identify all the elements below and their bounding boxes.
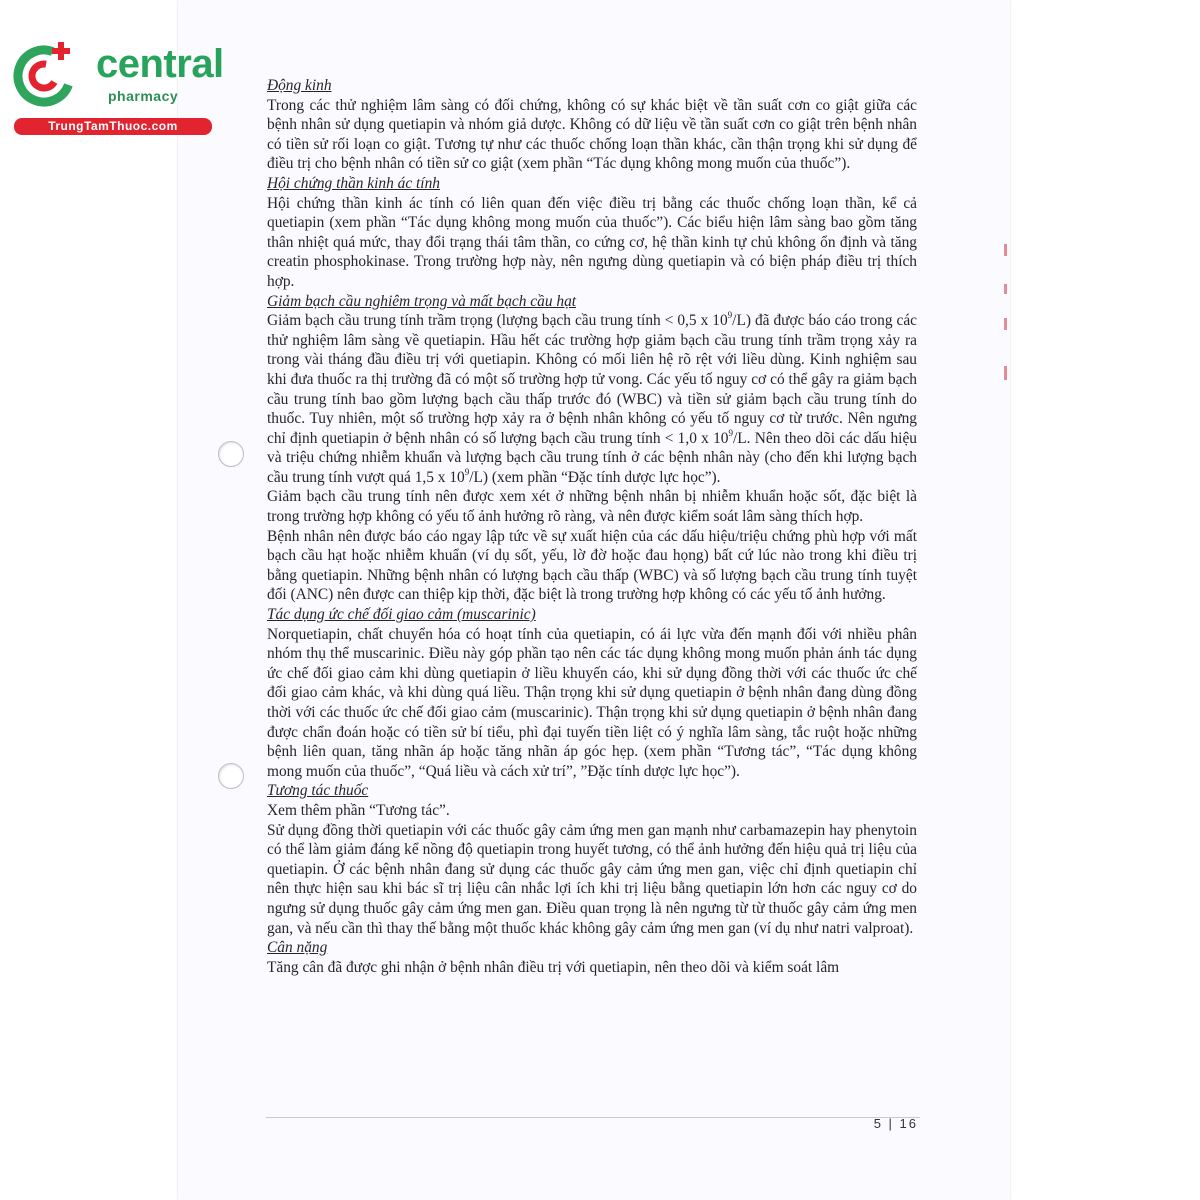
section-heading: Tương tác thuốc (267, 782, 369, 800)
paragraph: Bệnh nhân nên được báo cáo ngay lập tức về sự xuất hiện của các dấu hiệu/triệu chứng phù hợp với mất bạch cầu hạt hoặc nhiễm khuẩn (ví dụ sốt, yếu, lờ đờ hoặc đau họng) bất cứ lúc nào trong khi điều trị bằng quetiapin. Những bệnh nhân có lượng bạch cầu thấp (WBC) và số lượng bạch cầu trung tính tuyệt đối (ANC) nên được can thiệp kịp thời, đặc biệt là trong trường hợp không có các yếu tố ảnh hưởng. (267, 527, 917, 604)
superscript: 9 (728, 427, 733, 438)
section-heading: Động kinh (267, 77, 332, 94)
paragraph: Norquetiapin, chất chuyển hóa có hoạt tính của quetiapin, có ái lực vừa đến mạnh đối với nhiều phân nhóm thụ thể muscarinic. Điều này góp phần tạo nên các tác dụng không mong muốn phản ánh tác dụng ức chế đối giao cảm khi dùng quetiapin ở liều khuyến cáo, khi sử dụng đồng thời với các thuốc ức chế đối giao cảm khác, và khi dùng quá liều. Thận trọng khi sử dụng quetiapin ở bệnh nhân đang dùng đồng thời với các thuốc ức chế đối giao cảm (muscarinic). Thận trọng khi sử dụng quetiapin ở bệnh nhân đang được chẩn đoán hoặc có tiền sử bí tiểu, phì đại tuyến tiền liệt có ý nghĩa lâm sàng, tắc ruột hoặc những bệnh liên quan, tăng nhãn áp hoặc tăng nhãn áp góc hẹp. (xem phần “Tương tác”, “Tác dụng không mong muốn của thuốc”, “Quá liều và cách xử trí”, ”Đặc tính dược lực học”). (267, 625, 917, 780)
logo-url-banner: TrungTamThuoc.com (14, 118, 212, 135)
paragraph: Hội chứng thần kinh ác tính có liên quan đến việc điều trị bằng các thuốc chống loạn thần, kể cả quetiapin (xem phần “Tác dụng không mong muốn của thuốc”). Các biểu hiện lâm sàng bao gồm tăng thân nhiệt quá mức, thay đổi trạng thái tâm thần, co cứng cơ, hệ thần kinh tự chủ không ổn định và tăng creatin phosphokinase. Trong trường hợp này, nên ngưng dùng quetiapin và có biện pháp điều trị thích hợp. (267, 194, 917, 290)
paragraph: Giảm bạch cầu trung tính nên được xem xét ở những bệnh nhân bị nhiễm khuẩn hoặc sốt, đặc biệt là trong trường hợp không có yếu tố ảnh hưởng rõ ràng, và nên được kiểm soát lâm sàng thích hợp. (267, 488, 917, 526)
paragraph-text: /L) (xem phần “Đặc tính dược lực học”). (469, 468, 721, 486)
brand-logo (10, 38, 224, 138)
footer-divider (266, 1117, 920, 1118)
paragraph: Trong các thử nghiệm lâm sàng có đối chứng, không có sự khác biệt về tần suất cơn co giật giữa các bệnh nhân sử dụng quetiapin và nhóm giả dược. Không có dữ liệu về tần suất cơn co giật trên bệnh nhân có tiền sử rối loạn co giật. Tương tự như các thuốc chống loạn thần khác, cần thận trọng khi sử dụng để điều trị cho bệnh nhân có tiền sử co giật (xem phần “Tác dụng không mong muốn của thuốc”). (267, 96, 917, 173)
punch-hole-bottom (218, 763, 244, 789)
paragraph: Sử dụng đồng thời quetiapin với các thuốc gây cảm ứng men gan mạnh như carbamazepin hay phenytoin có thể làm giảm đáng kể nồng độ quetiapin trong huyết tương, có thể ảnh hưởng đến hiệu quả trị liệu của quetiapin. Ở các bệnh nhân đang sử dụng các thuốc gây cảm ứng men gan, việc chỉ định quetiapin chỉ nên thực hiện sau khi bác sĩ trị liệu cân nhắc lợi ích khi trị liệu bằng quetiapin lớn hơn các nguy cơ do ngưng sử dụng thuốc gây cảm ứng men gan. Điều quan trọng là nên ngưng từ từ thuốc gây cảm ứng men gan, và nếu cần thì thay thế bằng một thuốc khác không gây cảm ứng men gan (ví dụ như natri valproat). (267, 821, 917, 937)
logo-wordmark: central (96, 42, 224, 86)
margin-mark (1004, 244, 1007, 256)
section-heading: Cân nặng (267, 939, 328, 957)
superscript: 9 (464, 466, 470, 477)
paragraph-text: /L. Nên theo dõi các dấu hiệu và triệu chứng nhiễm khuẩn và lượng bạch cầu trung tính ở các bệnh nhân này (cho đến khi lượng bạch cầu trung tính vượt quá 1,5 x 10 (267, 429, 917, 486)
punch-hole-top (218, 441, 244, 467)
document-body (267, 76, 917, 977)
central-pharmacy-logo-icon (10, 38, 82, 110)
margin-mark (1004, 284, 1007, 294)
page-number: 5 | 16 (873, 1116, 918, 1131)
paragraph-text: /L) đã được báo cáo trong các thử nghiệm lâm sàng về quetiapin. Hầu hết các trường hợp giảm bạch cầu trung tính trầm trọng xảy ra trong vài tháng đầu điều trị với quetiapin. Không có mối liên hệ rõ rệt với liều dùng. Kinh nghiệm sau khi đưa thuốc ra thị trường đã có một số trường hợp tử vong. Các yếu tố nguy cơ có thể gây ra giảm bạch cầu trung tính bao gồm lượng bạch cầu thấp trước đó (WBC) và tiền sử giảm bạch cầu trung tính do thuốc. Tuy nhiên, một số trường hợp xảy ra ở bệnh nhân không có yếu tố nguy cơ từ trước. Nên ngưng chỉ định quetiapin ở bệnh nhân có số lượng bạch cầu trung tính < 1,0 x 10 (267, 312, 917, 447)
margin-mark (1004, 366, 1007, 380)
paragraph: Tăng cân đã được ghi nhận ở bệnh nhân điều trị với quetiapin, nên theo dõi và kiểm soát lâm (267, 958, 840, 976)
section-heading: Giảm bạch cầu nghiêm trọng và mất bạch cầu hạt (267, 292, 577, 310)
section-heading: Hội chứng thần kinh ác tính (267, 174, 440, 192)
paragraph: Xem thêm phần “Tương tác”. (267, 801, 450, 819)
paragraph-text: Giảm bạch cầu trung tính trầm trọng (lượng bạch cầu trung tính < 0,5 x 10 (267, 312, 728, 330)
logo-subtitle: pharmacy (108, 88, 179, 104)
paragraph (267, 311, 917, 487)
section-heading: Tác dụng ức chế đối giao cảm (muscarinic) (267, 606, 536, 624)
margin-mark (1004, 318, 1007, 330)
superscript: 9 (727, 310, 733, 320)
